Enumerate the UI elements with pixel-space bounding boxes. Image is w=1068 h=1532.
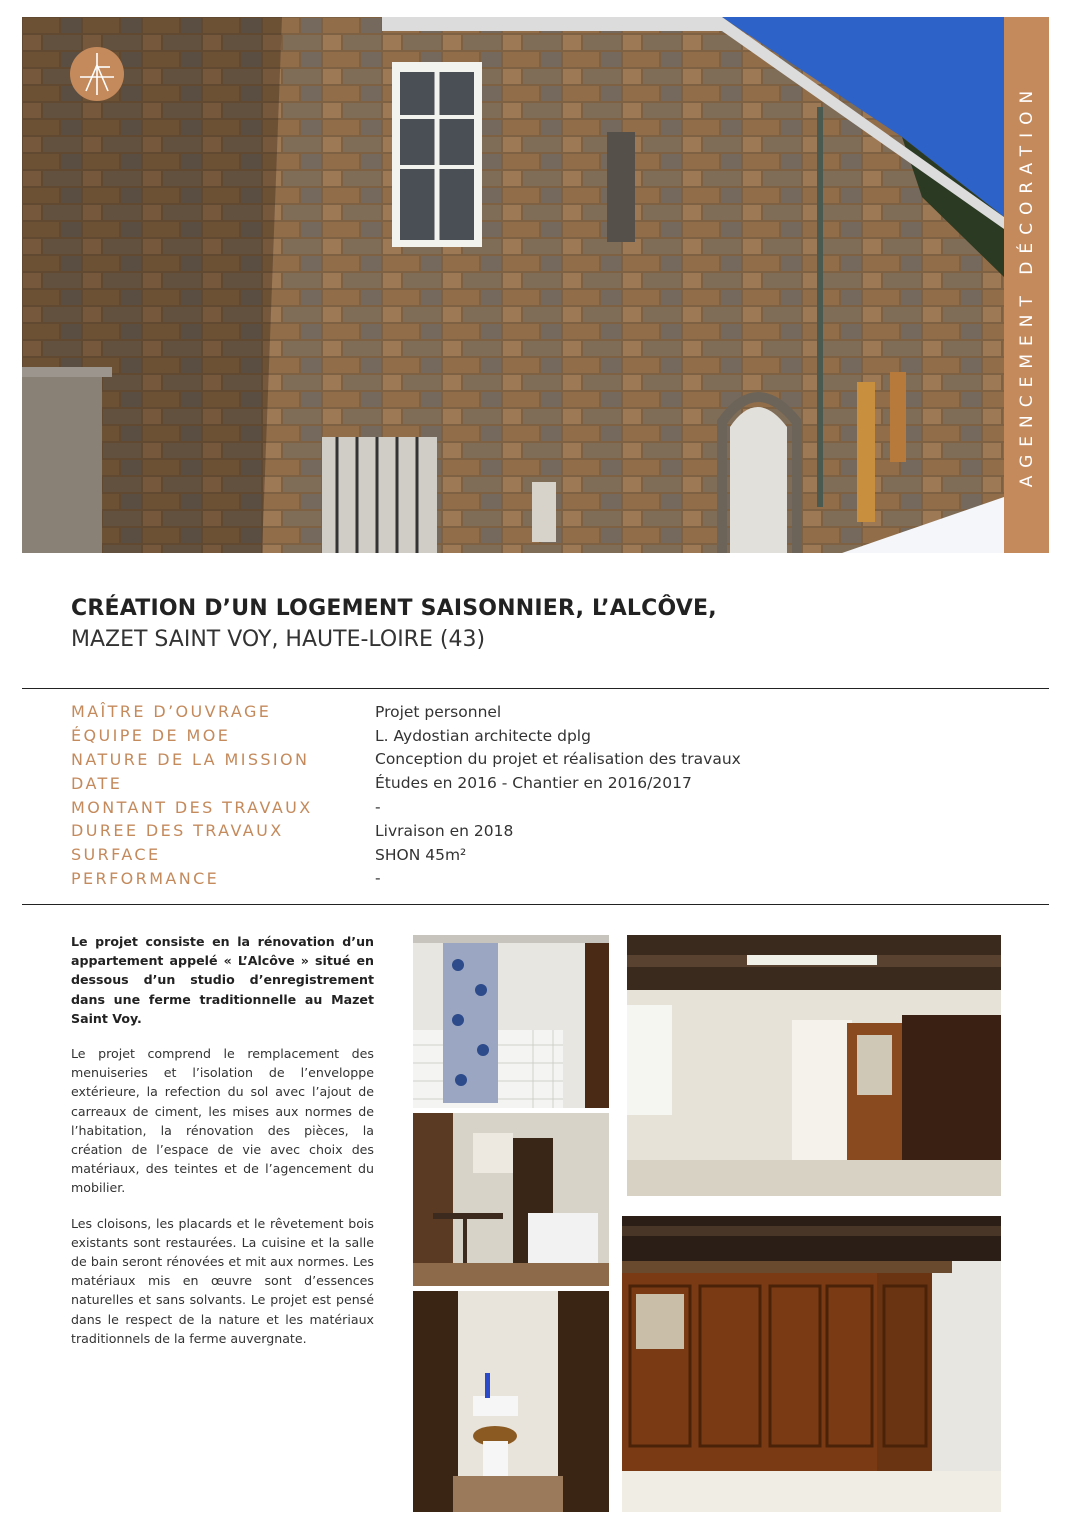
info-row [71, 795, 1031, 819]
section-band-label: AGENCEMENT DÉCORATION [1016, 82, 1037, 488]
project-info-table [71, 700, 1031, 890]
photo-kitchen [413, 1113, 609, 1286]
info-value: L. Aydostian architecte dplg [375, 726, 591, 745]
info-value: - [375, 869, 381, 888]
architect-logo [70, 47, 124, 101]
section-band [1004, 17, 1049, 553]
description-intro: Le projet consiste en la rénovation d’un appartement appelé « L’Alcôve » situé en dessous d’un studio d’enregistrement dans une ferme traditionnelle au Mazet Saint Voy. [71, 934, 374, 1026]
info-row [71, 843, 1031, 867]
title-line-1: CRÉATION D’UN LOGEMENT SAISONNIER, L’ALCÔVE, [71, 596, 717, 621]
info-row [71, 748, 1031, 772]
info-row [71, 819, 1031, 843]
info-label: MAÎTRE D’OUVRAGE [71, 702, 272, 722]
info-value: Conception du projet et réalisation des travaux [375, 750, 741, 769]
divider-top [22, 688, 1049, 689]
description-paragraph: Le projet comprend le remplacement des menuiseries et l’isolation de l’enveloppe extérieure, la refection du sol avec l’ajout de carreaux de ciment, les mises aux normes de l’habitation, la rénovation des pièces, la création de l’espace de vie avec choix des matériaux, des teintes et de l’agencement du mobilier. [71, 1046, 374, 1196]
info-row [71, 771, 1031, 795]
hero-photo [22, 17, 1004, 553]
info-value: Livraison en 2018 [375, 821, 514, 840]
title-line-2: MAZET SAINT VOY, HAUTE-LOIRE (43) [71, 627, 486, 652]
info-label: DUREE DES TRAVAUX [71, 821, 284, 841]
photo-room-door [627, 935, 1001, 1196]
info-value: SHON 45m² [375, 845, 467, 864]
info-row [71, 724, 1031, 748]
project-description [71, 932, 374, 1364]
description-paragraph: Les cloisons, les placards et le rêvetement bois existants sont restaurées. La cuisine et la salle de bain seront rénovées et mit aux normes. Les matériaux mis en œuvre sont d’essences naturelles et sans solvants. Le projet est pensé dans le respect de la nature et les matériaux traditionnels de la ferme auvergnate. [71, 1215, 374, 1346]
info-label: ÉQUIPE DE MOE [71, 726, 231, 746]
info-value: Études en 2016 - Chantier en 2016/2017 [375, 774, 692, 793]
info-row [71, 700, 1031, 724]
project-title [71, 594, 717, 656]
info-value: - [375, 798, 381, 817]
info-row [71, 867, 1031, 891]
divider-bottom [22, 904, 1049, 905]
info-label: PERFORMANCE [71, 868, 220, 888]
info-label: DATE [71, 773, 123, 793]
photo-shower [413, 935, 609, 1108]
info-label: NATURE DE LA MISSION [71, 749, 310, 769]
info-label: SURFACE [71, 845, 161, 865]
info-value: Projet personnel [375, 702, 502, 721]
photo-wc [413, 1291, 609, 1512]
info-label: MONTANT DES TRAVAUX [71, 797, 313, 817]
photo-room-closets [622, 1216, 1001, 1512]
